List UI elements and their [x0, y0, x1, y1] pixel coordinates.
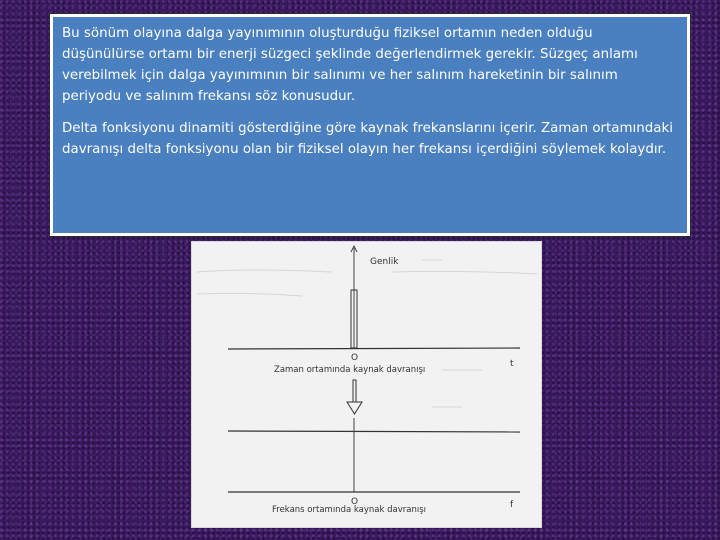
paragraph-2: Delta fonksiyonu dinamiti gösterdiğine göre kaynak frekanslarını içerir. Zaman ortamındaki davranışı delta fonksiyonu olan bir fiziksel olayın her frekansı içerdiğini söylemek kolaydır.: [62, 121, 673, 157]
origin-label-bottom: O: [351, 497, 359, 507]
scan-artifacts: [197, 260, 537, 407]
frequency-level-line: [228, 431, 520, 432]
amplitude-label: Genlik: [370, 257, 399, 267]
scanned-figure: [191, 241, 542, 528]
delta-function-diagram: [192, 242, 541, 527]
origin-label-top: O: [351, 353, 359, 363]
frequency-caption: Frekans ortamında kaynak davranışı: [272, 505, 426, 515]
transform-arrow-icon: [347, 402, 362, 414]
time-axis: [228, 348, 520, 349]
paragraph-1: Bu sönüm olayına dalga yayınımının oluşturduğu fiziksel ortamın neden olduğu düşünülürse ortamı bir enerji süzgeci şeklinde değerlendirmek gerekir. Süzgeç anlamı verebilmek için dalga yayınımının bir salınımı ve her salınım hareketinin bir salınım periyodu ve salınım frekansı söz konusudur.: [62, 26, 638, 104]
transform-arrow-shaft: [353, 380, 356, 402]
text-box: [50, 14, 690, 236]
frequency-axis-label: f: [510, 500, 514, 510]
time-caption: Zaman ortamında kaynak davranışı: [274, 365, 426, 375]
time-axis-label: t: [510, 359, 514, 369]
